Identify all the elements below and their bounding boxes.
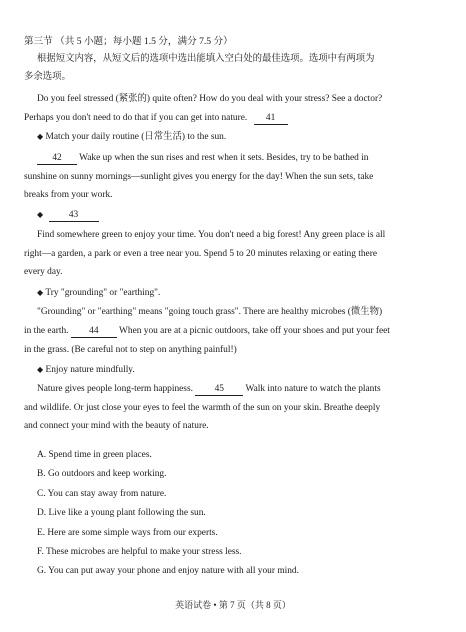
para-1-line-2: sunshine on sunny mornings—sunlight gives you energy for the day! When the sun sets, take bbox=[24, 172, 374, 182]
blank-44[interactable]: 44 bbox=[71, 325, 117, 338]
blank-43[interactable]: 43 bbox=[49, 209, 99, 222]
heading-43 bbox=[37, 209, 466, 222]
intro-line-2-text: Perhaps you don't need to do that if you can get into nature. bbox=[24, 113, 248, 123]
blank-41[interactable]: 41 bbox=[254, 112, 288, 125]
page-footer: 英语试卷 • 第 7 页（共 8 页） bbox=[175, 600, 291, 610]
section-heading: 第三节 （共 5 小题；每小题 1.5 分，满分 7.5 分） bbox=[24, 36, 233, 47]
option-g: G. You can put away your phone and enjoy nature with all your mind. bbox=[37, 566, 299, 576]
grounding-heading bbox=[37, 287, 466, 299]
diamond-bullet-icon: ◆ bbox=[37, 210, 44, 219]
para-3-line-2 bbox=[24, 325, 466, 338]
option-b: B. Go outdoors and keep working. bbox=[37, 469, 167, 479]
para-1-line-1 bbox=[37, 152, 466, 165]
para-4-line-1 bbox=[37, 383, 466, 396]
intro-line-2 bbox=[24, 112, 466, 125]
blank-42[interactable]: 42 bbox=[37, 152, 77, 165]
option-f: F. These microbes are helpful to make your stress less. bbox=[37, 547, 242, 557]
para-3-line-2-end: When you are at a picnic outdoors, take off your shoes and put your feet bbox=[116, 326, 390, 336]
option-d: D. Live like a young plant following the sun. bbox=[37, 508, 206, 518]
option-c: C. You can stay away from nature. bbox=[37, 489, 167, 499]
grounding-heading-text: Try "grounding" or "earthing". bbox=[45, 288, 161, 298]
routine-heading-text: Match your daily routine (日常生活) to the sun. bbox=[45, 132, 227, 142]
para-2-line-2: right—a garden, a park or even a tree near you. Spend 5 to 20 minutes relaxing or eating there bbox=[24, 249, 377, 259]
routine-heading bbox=[37, 131, 466, 143]
para-4-line-1-start: Nature gives people long-term happiness. bbox=[37, 384, 196, 394]
para-3-line-1: "Grounding" or "earthing" means "going touch grass". There are healthy microbes (微生物) bbox=[37, 307, 383, 317]
mindful-heading bbox=[37, 364, 466, 376]
para-4-line-3: and connect your mind with the beauty of nature. bbox=[24, 421, 209, 431]
option-e: E. Here are some simple ways from our experts. bbox=[37, 528, 218, 538]
para-3-line-3: in the grass. (Be careful not to step on anything painful!) bbox=[24, 345, 237, 355]
diamond-bullet-icon: ◆ bbox=[37, 365, 44, 374]
para-2-line-1: Find somewhere green to enjoy your time. You don't need a big forest! Any green place is all bbox=[37, 230, 386, 240]
option-a: A. Spend time in green places. bbox=[37, 450, 152, 460]
diamond-bullet-icon: ◆ bbox=[37, 288, 44, 297]
diamond-bullet-icon: ◆ bbox=[37, 132, 44, 141]
instructions-line-1: 根据短文内容，从短文后的选项中选出能填入空白处的最佳选项。选项中有两项为 bbox=[37, 54, 375, 64]
para-1-line-1-text: Wake up when the sun rises and rest when it sets. Besides, try to be bathed in bbox=[77, 153, 369, 163]
para-2-line-3: every day. bbox=[24, 267, 63, 277]
para-4-line-2: and wildlife. Or just close your eyes to feel the warmth of the sun on your skin. Breathe deeply bbox=[24, 403, 381, 413]
para-1-line-3: breaks from your work. bbox=[24, 190, 113, 200]
para-4-line-1-end: Walk into nature to watch the plants bbox=[243, 384, 381, 394]
intro-line-1: Do you feel stressed (紧张的) quite often? How do you deal with your stress? See a doctor? bbox=[37, 94, 383, 104]
instructions-line-2: 多余选项。 bbox=[24, 72, 71, 82]
mindful-heading-text: Enjoy nature mindfully. bbox=[45, 365, 135, 375]
para-3-line-2-start: in the earth. bbox=[24, 326, 71, 336]
blank-45[interactable]: 45 bbox=[195, 383, 243, 396]
